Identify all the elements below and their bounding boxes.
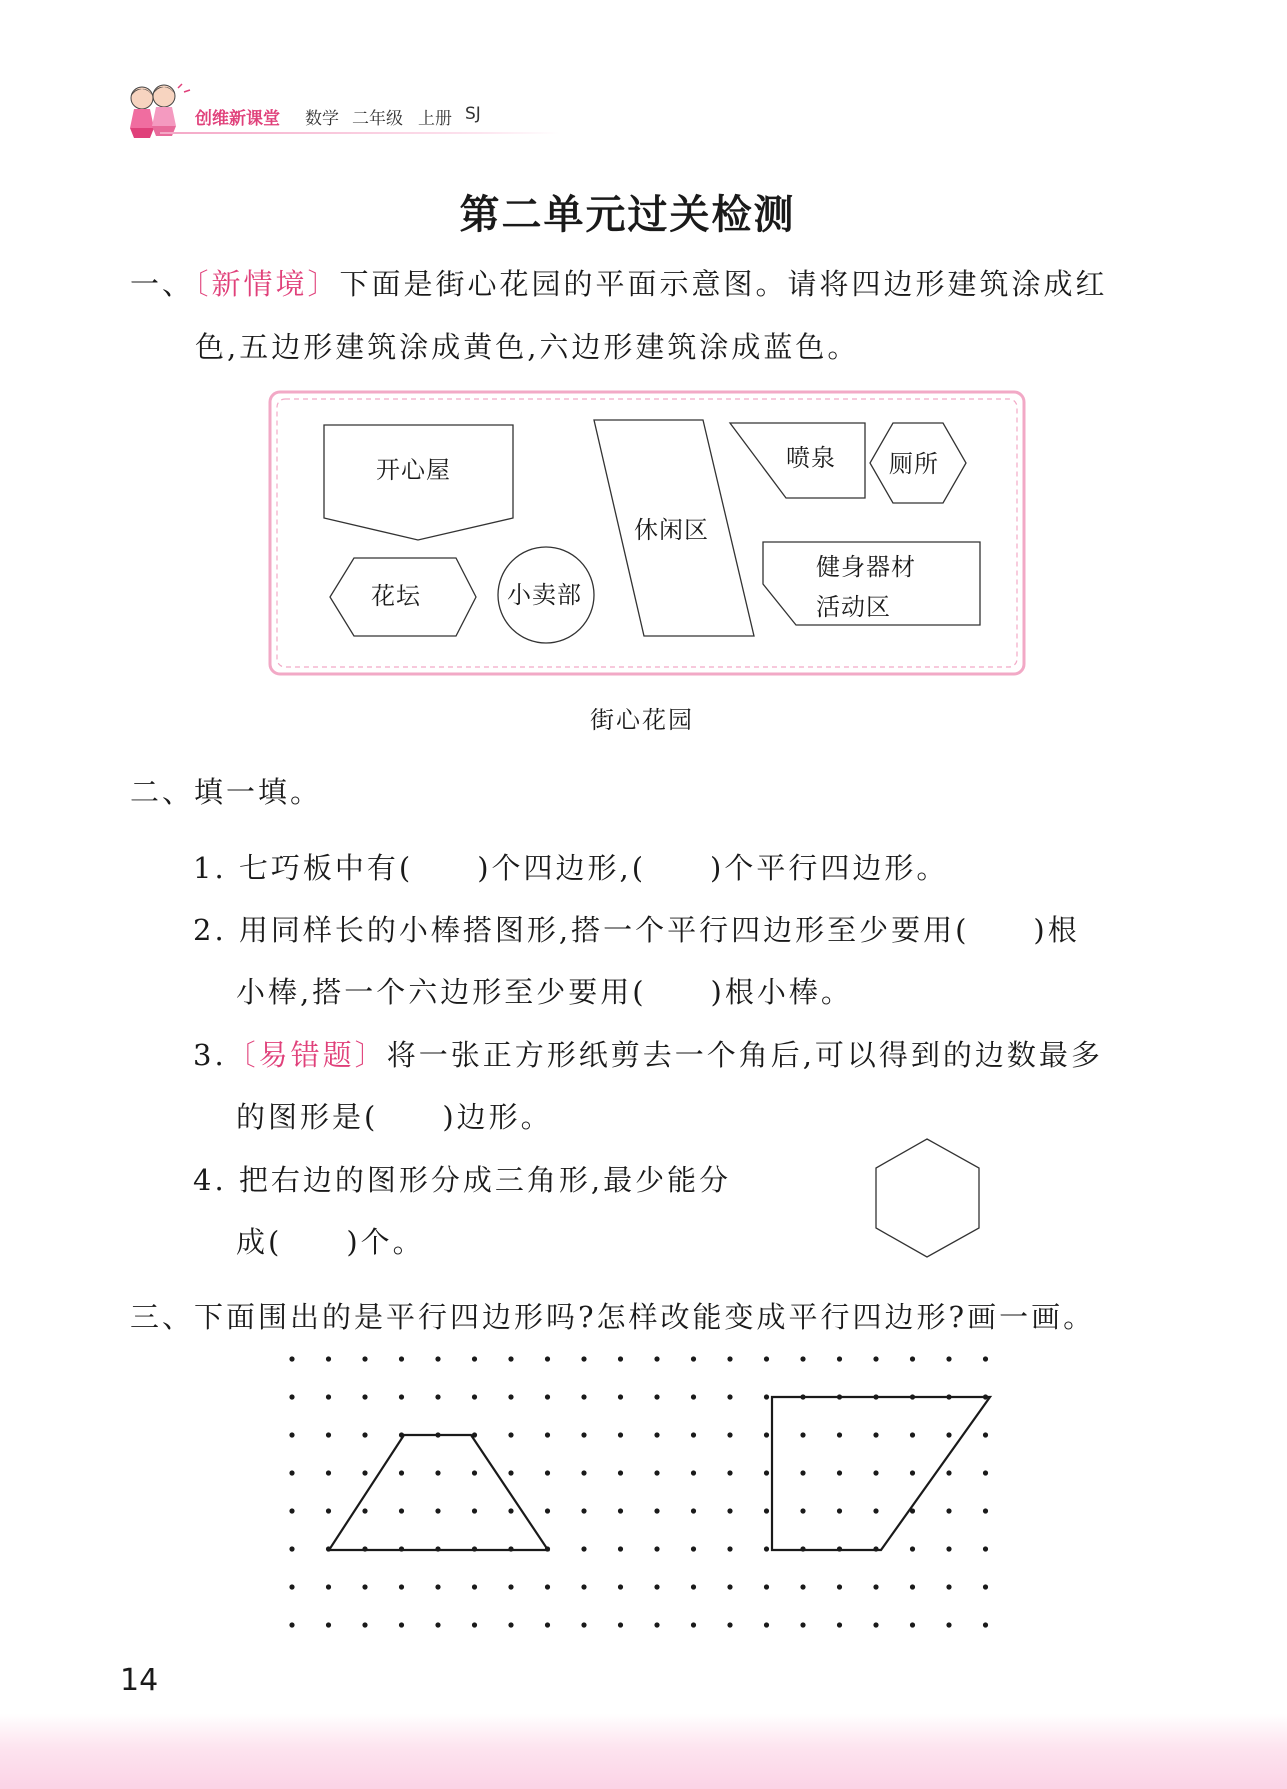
grid-dot (581, 1432, 586, 1437)
grid-dot (435, 1584, 440, 1589)
footer-band (0, 1714, 1287, 1789)
grid-dot (618, 1508, 623, 1513)
grid-dot (362, 1584, 367, 1589)
grid-dot (508, 1470, 513, 1475)
grid-dot (435, 1622, 440, 1627)
grid-dot (545, 1394, 550, 1399)
grid-dot (654, 1622, 659, 1627)
question-3-line1 (193, 1033, 1103, 1074)
grid-dot (873, 1470, 878, 1475)
grid-dot (618, 1356, 623, 1361)
grid-dot (654, 1584, 659, 1589)
grid-dot (618, 1622, 623, 1627)
grid-dot (581, 1546, 586, 1551)
grid-dot (983, 1622, 988, 1627)
hexagon-figure (870, 1135, 985, 1261)
grid-dot (654, 1508, 659, 1513)
grid-dot (362, 1470, 367, 1475)
grid-dot (800, 1432, 805, 1437)
grid-dot (764, 1356, 769, 1361)
header-underline (160, 132, 560, 134)
grid-dot (691, 1470, 696, 1475)
grid-dot (946, 1470, 951, 1475)
question-2-line1: 2. 用同样长的小棒搭图形,搭一个平行四边形至少要用( )根 (193, 913, 1080, 947)
grid-dot (399, 1508, 404, 1513)
grid-dot (946, 1432, 951, 1437)
grid-dot (326, 1394, 331, 1399)
grid-dot (289, 1546, 294, 1551)
grid-dot (946, 1584, 951, 1589)
grid-dot (545, 1622, 550, 1627)
garden-map (268, 390, 1028, 680)
grid-dot (910, 1432, 915, 1437)
grid-dot (910, 1622, 915, 1627)
grid-dot (289, 1470, 294, 1475)
grid-dot (727, 1394, 732, 1399)
question-1: 1. 七巧板中有( )个四边形,( )个平行四边形。 (193, 851, 949, 885)
grid-dot (508, 1584, 513, 1589)
grid-dot (727, 1546, 732, 1551)
grid-dot (362, 1394, 367, 1399)
section1-line1 (130, 262, 1108, 303)
fitness-label-line2: 活动区 (816, 593, 891, 621)
grid-dot (654, 1356, 659, 1361)
grid-dot (764, 1394, 769, 1399)
grid-dot (764, 1508, 769, 1513)
grid-dot (435, 1394, 440, 1399)
question-2-line2: 小棒,搭一个六边形至少要用( )根小棒。 (236, 975, 853, 1009)
grid-dot (910, 1584, 915, 1589)
grid-dot (946, 1508, 951, 1513)
grid-dot (326, 1622, 331, 1627)
grid-dot (800, 1584, 805, 1589)
grid-dot (472, 1622, 477, 1627)
grid-dot (435, 1356, 440, 1361)
grade-label: 二年级 (352, 109, 403, 129)
grid-dot (910, 1546, 915, 1551)
grid-dot (399, 1584, 404, 1589)
grid-dot (618, 1584, 623, 1589)
grid-dot (472, 1394, 477, 1399)
grid-dot (618, 1546, 623, 1551)
page-title: 第二单元过关检测 (459, 192, 796, 238)
grid-dot (472, 1470, 477, 1475)
grid-dot (837, 1584, 842, 1589)
grid-dot (654, 1394, 659, 1399)
grid-dot (289, 1394, 294, 1399)
grid-dot (435, 1508, 440, 1513)
grid-dot (545, 1432, 550, 1437)
grid-dot (581, 1394, 586, 1399)
grid-dot (289, 1356, 294, 1361)
grid-dot (399, 1470, 404, 1475)
question-3-number: 3. (193, 1038, 227, 1072)
fitness-label-line1: 健身器材 (816, 553, 916, 581)
grid-dot (691, 1622, 696, 1627)
grid-dot (727, 1470, 732, 1475)
children-mascot-icon (120, 78, 200, 146)
shop-label: 小卖部 (507, 581, 582, 609)
grid-dot (472, 1584, 477, 1589)
grid-dot (983, 1470, 988, 1475)
grid-dot (581, 1508, 586, 1513)
grid-dot (764, 1432, 769, 1437)
grid-dot (800, 1356, 805, 1361)
grid-dot (362, 1508, 367, 1513)
grid-dot (873, 1622, 878, 1627)
grid-dot (435, 1470, 440, 1475)
question-3-line2: 的图形是( )边形。 (236, 1100, 553, 1134)
toilet-label: 厕所 (889, 450, 939, 478)
question-4-line1: 4. 把右边的图形分成三角形,最少能分 (193, 1163, 732, 1197)
grid-dot (983, 1432, 988, 1437)
grid-dot (837, 1432, 842, 1437)
section1-text-line1: 下面是街心花园的平面示意图。请将四边形建筑涂成红 (339, 267, 1108, 301)
grid-dot (873, 1508, 878, 1513)
leisure-area-label: 休闲区 (634, 516, 709, 544)
grid-dot (618, 1432, 623, 1437)
grid-dot (800, 1470, 805, 1475)
grid-dot (545, 1584, 550, 1589)
section2-heading: 二、填一填。 (130, 775, 323, 809)
grid-dot (545, 1356, 550, 1361)
grid-dot (764, 1584, 769, 1589)
grid-dot (362, 1356, 367, 1361)
grid-dot (983, 1584, 988, 1589)
grid-dot (654, 1546, 659, 1551)
grid-dot (727, 1622, 732, 1627)
page-number: 14 (120, 1663, 159, 1698)
grid-dot (983, 1546, 988, 1551)
grid-dot (545, 1470, 550, 1475)
grid-dot (326, 1432, 331, 1437)
grid-dot (508, 1622, 513, 1627)
grid-dot (691, 1508, 696, 1513)
grid-dot (326, 1470, 331, 1475)
grid-dot (764, 1470, 769, 1475)
grid-dot (727, 1356, 732, 1361)
grid-dot (946, 1622, 951, 1627)
fountain-label: 喷泉 (786, 444, 836, 472)
grid-dot (581, 1470, 586, 1475)
section1-line2: 色,五边形建筑涂成黄色,六边形建筑涂成蓝色。 (195, 330, 860, 364)
grid-dot (983, 1356, 988, 1361)
grid-dot (837, 1508, 842, 1513)
grid-dot (800, 1622, 805, 1627)
trapezoid-shape (329, 1435, 548, 1550)
section1-number: 一、 (130, 267, 195, 301)
grid-dot (508, 1394, 513, 1399)
grid-dot (399, 1394, 404, 1399)
dot-grid (280, 1345, 1050, 1635)
grid-dot (326, 1508, 331, 1513)
error-prone-tag: 〔易错题〕 (226, 1038, 387, 1072)
garden-caption: 街心花园 (590, 706, 694, 734)
question-3-text: 将一张正方形纸剪去一个角后,可以得到的边数最多 (386, 1038, 1103, 1072)
grid-dot (691, 1394, 696, 1399)
subject-label: 数学 (305, 109, 339, 129)
grid-dot (326, 1584, 331, 1589)
grid-dot (581, 1356, 586, 1361)
grid-dot (873, 1584, 878, 1589)
flower-bed-label: 花坛 (371, 582, 421, 610)
grid-dot (691, 1546, 696, 1551)
grid-dot (691, 1584, 696, 1589)
grid-dot (289, 1584, 294, 1589)
grid-dot (837, 1470, 842, 1475)
grid-dot (581, 1584, 586, 1589)
grid-dot (508, 1356, 513, 1361)
grid-dot (837, 1622, 842, 1627)
question-4-line2: 成( )个。 (236, 1225, 425, 1259)
grid-dot (472, 1508, 477, 1513)
grid-dot (800, 1508, 805, 1513)
grid-dot (289, 1622, 294, 1627)
grid-dot (289, 1508, 294, 1513)
grid-dot (983, 1508, 988, 1513)
new-situation-tag: 〔新情境〕 (194, 267, 340, 301)
grid-dot (910, 1470, 915, 1475)
grid-dot (837, 1356, 842, 1361)
grid-dot (654, 1432, 659, 1437)
grid-dot (946, 1546, 951, 1551)
grid-dot (508, 1432, 513, 1437)
brand-name: 创维新课堂 (195, 109, 280, 129)
grid-dot (581, 1622, 586, 1627)
grid-dot (326, 1356, 331, 1361)
grid-dot (727, 1584, 732, 1589)
grid-dot (399, 1622, 404, 1627)
grid-dot (399, 1356, 404, 1361)
grid-dot (691, 1356, 696, 1361)
grid-dot (362, 1432, 367, 1437)
grid-dot (873, 1432, 878, 1437)
header (120, 78, 620, 148)
volume-label: 上册 (418, 109, 452, 129)
grid-dot (764, 1622, 769, 1627)
grid-dot (727, 1432, 732, 1437)
grid-dot (508, 1508, 513, 1513)
grid-dot (727, 1508, 732, 1513)
grid-dot (873, 1356, 878, 1361)
grid-dot (472, 1356, 477, 1361)
edition-label: SJ (465, 104, 481, 124)
grid-dot (618, 1394, 623, 1399)
grid-dot (545, 1508, 550, 1513)
grid-dot (618, 1470, 623, 1475)
grid-dot (691, 1432, 696, 1437)
grid-dot (289, 1432, 294, 1437)
section3-question: 三、下面围出的是平行四边形吗?怎样改能变成平行四边形?画一画。 (130, 1300, 1096, 1334)
grid-dot (946, 1356, 951, 1361)
grid-dot (362, 1622, 367, 1627)
grid-dot (910, 1356, 915, 1361)
grid-dot (654, 1470, 659, 1475)
grid-dot (764, 1546, 769, 1551)
happy-house-label: 开心屋 (376, 456, 451, 484)
